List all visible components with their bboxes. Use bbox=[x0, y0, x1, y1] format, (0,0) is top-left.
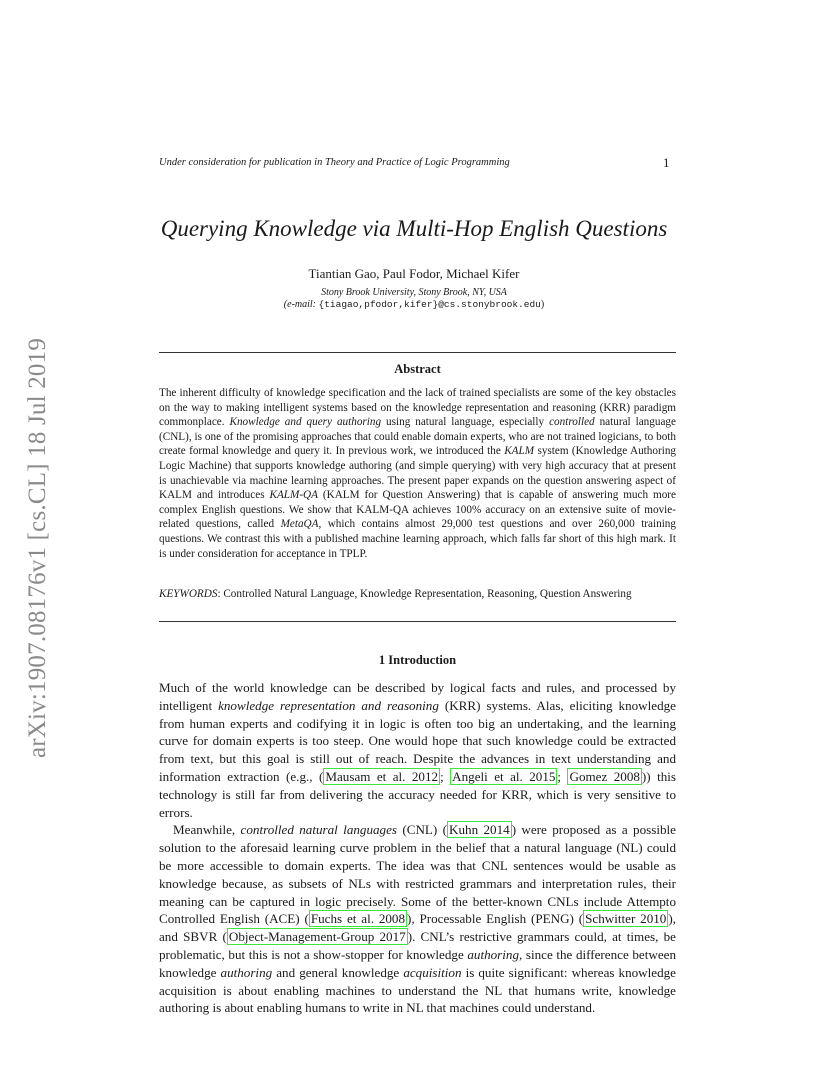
author-affiliation: Stony Brook University, Stony Brook, NY, USA bbox=[321, 287, 507, 298]
page-number: 1 bbox=[663, 155, 670, 170]
abstract-heading: Abstract bbox=[394, 362, 441, 376]
arxiv-identifier: arXiv:1907.08176v1 [cs.CL] 18 Jul 2019 bbox=[24, 337, 52, 759]
citation-link[interactable]: Object-Management-Group 2017 bbox=[228, 929, 406, 945]
citation-link[interactable]: Kuhn 2014 bbox=[449, 822, 510, 838]
arxiv-sidebar-stamp bbox=[18, 337, 58, 759]
paper-title: Querying Knowledge via Multi-Hop English Questions bbox=[160, 216, 668, 241]
keywords-list: : Controlled Natural Language, Knowledge Representation, Reasoning, Question Answering bbox=[217, 588, 632, 600]
section-heading-introduction: 1 Introduction bbox=[378, 653, 457, 667]
citation-link[interactable]: Gomez 2008 bbox=[569, 768, 640, 784]
running-head: Under consideration for publication in Theory and Practice of Logic Programming bbox=[159, 157, 510, 168]
citation-link[interactable]: Schwitter 2010 bbox=[585, 911, 667, 927]
paper-authors: Tiantian Gao, Paul Fodor, Michael Kifer bbox=[308, 266, 520, 281]
email-address: {tiagao,pfodor,kifer}@cs.stonybrook.edu bbox=[318, 299, 541, 310]
abstract-text: The inherent difficulty of knowledge specification and the lack of trained specialists are some of the key obstacles on the way to making intelligent systems based on the knowledge representation and reasoning (KRR) paradigm commonplace. Knowledge and query authoring using natural language, especially controlled natural language (CNL), is one of the promising approaches that could enable domain experts, who are not trained logicians, to both create formal knowledge and query it. In previous work, we introduced the KALM system (Knowledge Authoring Logic Machine) that supports knowledge authoring (and simple querying) with very high accuracy that at present is unachievable via machine learning approaches. The present paper expands on the question answering aspect of KALM and introduces KALM-QA (KALM for Question Answering) that is capable of answering much more complex English questions. We show that KALM-QA achieves 100% accuracy on an extensive suite of movie-related questions, called MetaQA, which contains almost 29,000 test questions and over 260,000 training questions. We contrast this with a published machine learning approach, which falls far short of this high mark. It is under consideration for acceptance in TPLP. bbox=[159, 387, 677, 560]
citation-link[interactable]: Angeli et al. 2015 bbox=[452, 768, 556, 784]
keywords bbox=[159, 588, 676, 600]
keywords-label: KEYWORDS bbox=[159, 588, 218, 600]
paragraph: Meanwhile, controlled natural languages (CNL) ( Kuhn 2014 ) were proposed as a possible solution to the aforesaid learning curve problem in the belief that a natural language (NL) could be more accessible to domain experts. The idea was that CNL sentences would be usable as knowledge because, as subsets of NLs with restricted grammars and interpretation rules, their meaning can be captured in logic precisely. Some of the better-known CNLs include Attempto Controlled English (ACE) ( Fuchs et al. 2008 ), Processable English (PENG) ( Schwitter 2010 ), and SBVR ( Object-Management-Group 2017 ). CNL’s restrictive grammars could, at times, be problematic, but this is not a show-stopper for knowledge authoring, since the difference between knowledge authoring and general knowledge acquisition is quite significant: whereas knowledge acquisition is about enabling machines to understand the NL that humans write, knowledge authoring is about enabling humans to write in NL that machines could understand. bbox=[159, 822, 676, 1016]
paragraph: Much of the world knowledge can be described by logical facts and rules, and processed by intelligent knowledge representation and reasoning (KRR) systems. Alas, eliciting knowledge from human experts and codifying it in logic is often too big an undertaking, and the learning curve for domain experts is too steep. One would hope that such knowledge could be extracted from text, but this goal is still out of reach. Despite the advances in text understanding and information extraction (e.g., ( Mausam et al. 2012 ; Angeli et al. 2015 ; Gomez 2008 )) this technology is still far from delivering the accuracy needed for KRR, which is very sensitive to errors. bbox=[159, 680, 676, 820]
email-prefix: (e-mail: bbox=[283, 299, 319, 310]
introduction-body bbox=[159, 679, 676, 1017]
citation-link[interactable]: Mausam et al. 2012 bbox=[325, 768, 439, 784]
author-email bbox=[100, 299, 728, 310]
email-suffix: ) bbox=[540, 299, 545, 310]
abstract-bottom-rule bbox=[159, 621, 676, 622]
citation-link[interactable]: Fuchs et al. 2008 bbox=[310, 911, 406, 927]
abstract-top-rule bbox=[159, 352, 676, 353]
